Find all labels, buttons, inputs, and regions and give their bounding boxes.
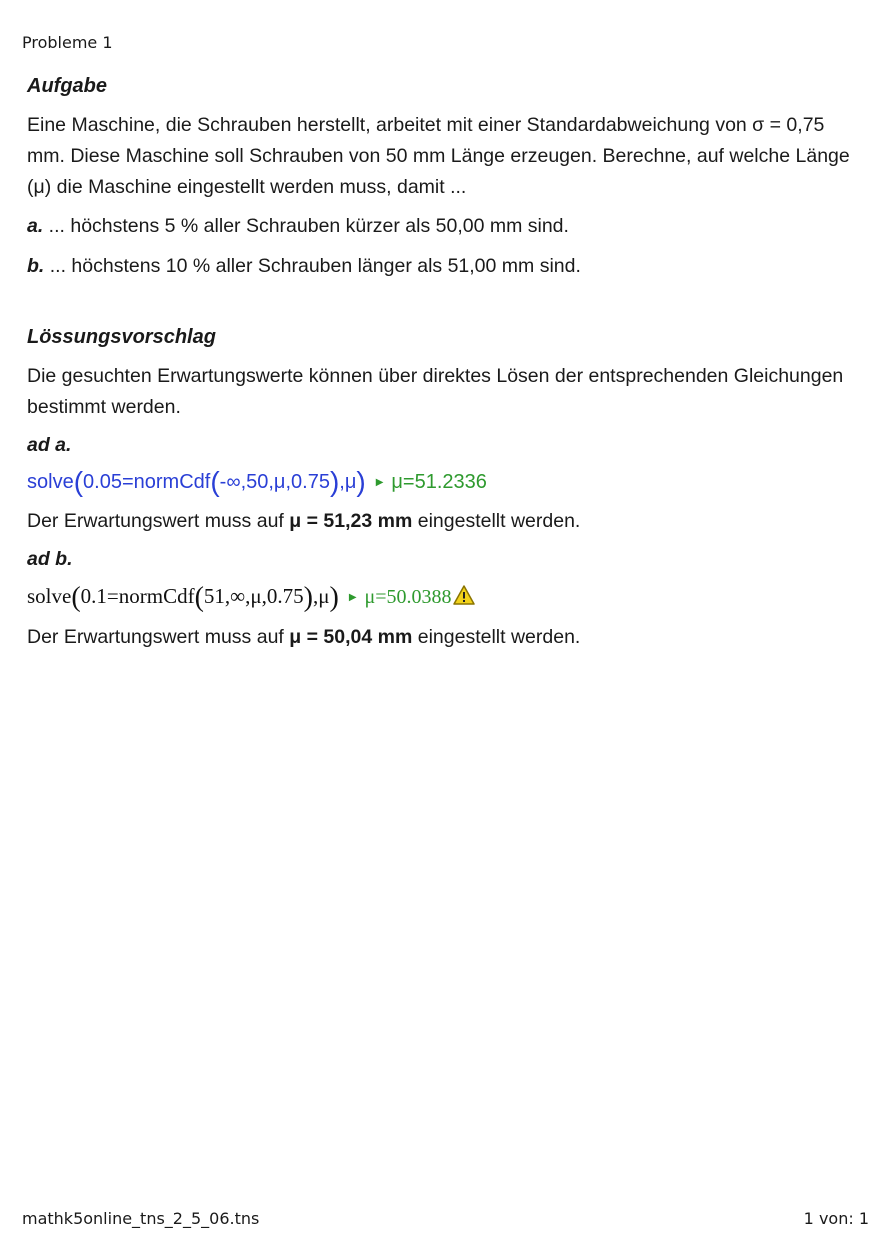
task-text: Eine Maschine, die Schrauben herstellt, arbeitet mit einer Standardabweichung von σ = 0,75 mm. Diese Maschine soll Schrauben von 50 mm Länge erzeugen. Berechne, auf welche Länge (μ) die Maschine eingestellt werden muss, damit ... bbox=[27, 114, 850, 198]
page-header-title: Probleme 1 bbox=[22, 33, 113, 52]
task-item-b bbox=[27, 251, 862, 282]
solution-intro: Die gesuchten Erwartungswerte können über direktes Lösen der entsprechenden Gleichungen bestimmt werden. bbox=[27, 365, 844, 418]
task-heading: Aufgabe bbox=[27, 75, 107, 97]
calc-expression: solve(0.1=normCdf(51,∞,μ,0.75),μ) bbox=[27, 582, 339, 613]
task-item-text: ... höchstens 5 % aller Schrauben kürzer als 50,00 mm sind. bbox=[43, 215, 569, 237]
calc-line-a[interactable] bbox=[27, 465, 862, 500]
answer-a: Der Erwartungswert muss auf μ = 51,23 mm eingestellt werden. bbox=[27, 510, 581, 532]
calc-result: μ=50.0388 bbox=[364, 586, 452, 608]
calc-result: μ=51.2336 bbox=[391, 471, 487, 493]
answer-value: μ = 51,23 mm bbox=[289, 510, 413, 532]
calc-line-b[interactable] bbox=[27, 579, 862, 616]
warning-icon[interactable] bbox=[453, 582, 475, 616]
answer-value: μ = 50,04 mm bbox=[289, 626, 413, 648]
result-arrow-icon: ▶ bbox=[375, 477, 384, 488]
part-b-heading: ad b. bbox=[27, 548, 73, 570]
calc-expression: solve(0.05=normCdf(-∞,50,μ,0.75),μ) bbox=[27, 466, 366, 497]
task-item-text: ... höchstens 10 % aller Schrauben länger als 51,00 mm sind. bbox=[44, 255, 581, 277]
solution-heading: Lössungsvorschlag bbox=[27, 326, 216, 348]
document-content bbox=[27, 72, 862, 661]
task-item-label: a. bbox=[27, 215, 44, 237]
result-arrow-icon: ▶ bbox=[348, 592, 357, 603]
task-item-a bbox=[27, 211, 862, 242]
task-item-label: b. bbox=[27, 255, 45, 277]
footer-page-number: 1 von: 1 bbox=[803, 1209, 869, 1228]
answer-b: Der Erwartungswert muss auf μ = 50,04 mm eingestellt werden. bbox=[27, 626, 581, 648]
footer-filename: mathk5online_tns_2_5_06.tns bbox=[22, 1209, 260, 1228]
part-a-heading: ad a. bbox=[27, 434, 72, 456]
